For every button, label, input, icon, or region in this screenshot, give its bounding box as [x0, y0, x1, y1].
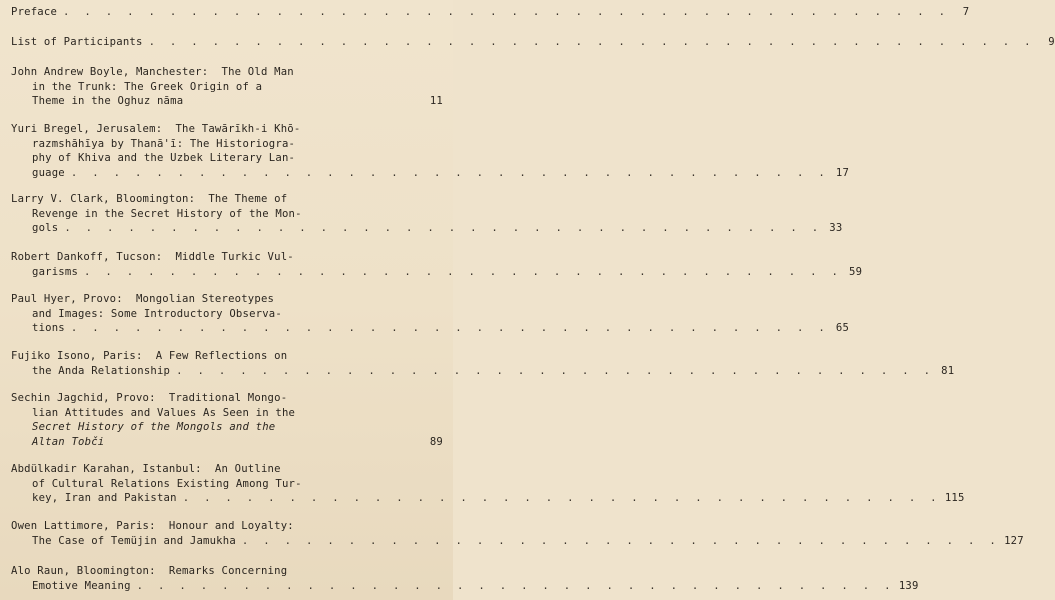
toc-entry-isono [11, 349, 955, 378]
toc-entry-dankoff [11, 250, 863, 279]
toc-entry-line: The Case of Temüjin and Jamukha [32, 534, 236, 547]
toc-page-number: 127 [1004, 534, 1024, 547]
toc-page-number: 89 [429, 435, 443, 448]
toc-page-number: 17 [835, 166, 850, 179]
toc-entry-line: of Cultural Relations Existing Among Tur- [32, 477, 302, 490]
toc-page-number: 65 [835, 322, 850, 334]
toc-entry-line: in the Trunk: The Greek Origin of a [32, 80, 263, 93]
dot-leader: . . . . . . . . . . . . . . . . . . . . . . . . . . . . . . . . . . . . [136, 579, 895, 592]
toc-entry-line: Abdülkadir Karahan, Istanbul: An Outline [11, 463, 281, 475]
toc-entry-line: Larry V. Clark, Bloomington: The Theme of [11, 193, 288, 205]
toc-entry-line: key, Iran and Pakistan [32, 492, 177, 504]
toc-page-number: 59 [849, 265, 863, 278]
dot-leader: . . . . . . . . . . . . . . . . . . . . . . . . . . . . . . . . . . . . [70, 166, 830, 179]
toc-entry-line: razmshāhīya by Thanā'ī: The Historiogra- [32, 137, 296, 150]
toc-entry-jagchid [11, 391, 443, 449]
toc-entry-line: Theme in the Oghuz nāma [32, 95, 184, 107]
toc-entry-line: lian Attitudes and Values As Seen in the [32, 406, 296, 419]
toc-entry-hyer [11, 292, 850, 336]
toc-page-number: 11 [429, 95, 443, 107]
toc-entry-line: Sechin Jagchid, Provo: Traditional Mongo- [11, 392, 288, 404]
toc-entry-line: Emotive Meaning [32, 579, 131, 592]
toc-entry-clark [11, 192, 843, 236]
toc-page-number: 9 [1048, 36, 1055, 48]
toc-entry-line: John Andrew Boyle, Manchester: The Old Man [11, 66, 294, 78]
toc-entry-line: gols [32, 222, 59, 234]
toc-entry-line: the Anda Relationship [32, 364, 171, 377]
toc-page-number: 7 [962, 6, 970, 18]
toc-entry-line: Fujiko Isono, Paris: A Few Reflections on [11, 350, 288, 362]
dot-leader: . . . . . . . . . . . . . . . . . . . . . . . . . . . . . . . . . . . . [64, 222, 823, 234]
toc-page-number: 33 [829, 222, 843, 234]
dot-leader: . . . . . . . . . . . . . . . . . . . . . . . . . . . . . . . . . . . . . . . . . . [63, 6, 950, 18]
toc-entry-line: guage [32, 166, 65, 179]
toc-entry-line: Secret History of the Mongols and the [32, 421, 276, 433]
toc-entry-line: garisms [32, 265, 79, 278]
dot-leader: . . . . . . . . . . . . . . . . . . . . . . . . . . . . . . . . . . . . [84, 265, 843, 278]
toc-entry-line: Altan Tobči [32, 435, 105, 448]
toc-entry-raun [11, 564, 919, 593]
toc-entry-title: Preface [11, 6, 58, 18]
toc-entry-line: phy of Khiva and the Uzbek Literary Lan- [32, 152, 296, 164]
toc-entry-line: Alo Raun, Bloomington: Remarks Concerning [11, 565, 288, 577]
dot-leader: . . . . . . . . . . . . . . . . . . . . . . . . . . . . . . . . . . . . [241, 534, 1001, 547]
toc-entry-line: tions [32, 322, 65, 334]
toc-entry-list-of-participants [11, 35, 1055, 50]
toc-page-number: 139 [898, 579, 919, 592]
toc-entry-line: Paul Hyer, Provo: Mongolian Stereotypes [11, 293, 275, 305]
toc-entry-karahan [11, 462, 965, 506]
dot-leader: . . . . . . . . . . . . . . . . . . . . . . . . . . . . . . . . . . . . . . . . . . [148, 36, 1035, 48]
toc-entry-line: and Images: Some Introductory Observa- [32, 307, 282, 320]
dot-leader: . . . . . . . . . . . . . . . . . . . . . . . . . . . . . . . . . . . . [176, 364, 935, 377]
toc-entry-line: Yuri Bregel, Jerusalem: The Tawārīkh-i Khō- [11, 123, 301, 135]
toc-entry-title: List of Participants [11, 36, 143, 48]
toc-entry-lattimore [11, 519, 1024, 548]
toc-entry-line: Robert Dankoff, Tucson: Middle Turkic Vul- [11, 251, 294, 263]
dot-leader: . . . . . . . . . . . . . . . . . . . . . . . . . . . . . . . . . . . . [70, 322, 830, 334]
toc-entry-line: Owen Lattimore, Paris: Honour and Loyalty: [11, 520, 294, 532]
toc-page-number: 115 [944, 492, 965, 504]
toc-entry-line: Revenge in the Secret History of the Mon- [32, 207, 302, 220]
toc-entry-bregel [11, 122, 850, 180]
toc-entry-boyle [11, 65, 443, 109]
toc-page-number: 81 [941, 364, 955, 377]
dot-leader: . . . . . . . . . . . . . . . . . . . . . . . . . . . . . . . . . . . . [182, 492, 941, 504]
toc-entry-preface [11, 5, 970, 20]
